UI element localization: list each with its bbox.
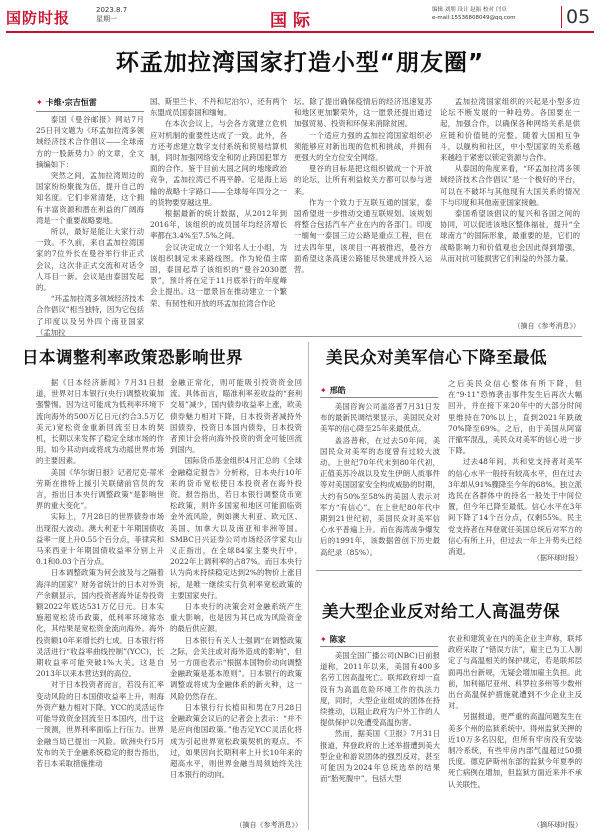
section-divider	[316, 570, 582, 571]
paragraph: 在本次会议上，与会各方就建立危机应对机制的重要性达成了一致。此外，各方还考虑建立数字支付系统和贸易结算机制，同时加强网络安全和防止跨国犯罪方面的合作。鉴于目前大国之间的地缘政治竞争，孟加拉湾已不再平静。它是海上运输的战略十字路口——全球每年四分之一的货物要穿越这里。	[150, 119, 287, 207]
byline-rule	[320, 397, 438, 398]
page-number: 05	[561, 6, 590, 28]
heat-headline: 美大型企业反对给工人高温劳保	[322, 602, 560, 621]
heat-source: （摘环球时报）	[533, 821, 582, 829]
heat-column-2	[448, 633, 582, 820]
paragraph: 美国《华尔街日报》记者尼克·蒂米劳斯在推特上援引关联储前官员的发言，指出日本央行调整政策“是影响世界的重大变化”。	[36, 467, 165, 511]
paragraph: “环孟加拉湾多领域经济技术合作倡议”相当独特，因为它包括了印度以及另外四个南亚国家（孟加拉	[36, 294, 144, 337]
paragraph: 突然之间，孟加拉湾周边的国家纷纷聚拢为伍，提升自己的知名度。它们非常清楚，这个拥有丰富资源和潜在利益的广阔海湾是一个重要战略要地。	[36, 171, 144, 225]
issue-weekday: 星期一	[96, 15, 117, 23]
paragraph: 根据最新的统计数据，从2012年到2016年，该组织的成员国年均经济增长率都在3.4%至7.5%之间。	[150, 209, 287, 241]
paragraph: 日本银行有关人士强调“在调整政策之际，会关注或对海外造成的影响”，但另一方面也表示“根据本国物价动向调整金融政策是基本原则”。日本银行的政策调整或将成为金融体系的新火种，这一风险仍然存在。	[170, 635, 302, 701]
paragraph: 然而，据美国《卫报》7月31日报道，拜登政府的上述举措遭到美大型企业和游说团体的强烈反对，甚至可能因为2024年总统选举的结果而“胎死腹中”。包括大型	[320, 729, 440, 784]
issue-date-block	[96, 6, 127, 24]
editor-credits	[432, 6, 552, 22]
us-military-byline-author: 邢皓	[329, 386, 346, 395]
lead-byline-author: 卡维·宗吉恒雷	[45, 98, 97, 107]
paragraph: 从泰国的角度来看，“环孟加拉湾多领域经济技术合作倡议”是一个极好的平台，可以在不破坏与其他现有大国关系的情况下与印度和其他南亚国家接触。	[440, 164, 580, 207]
heat-byline	[320, 634, 346, 645]
star-icon: ✦	[36, 98, 43, 107]
japan-headline: 日本调整利率政策恐影响世界	[22, 348, 243, 367]
section-divider	[36, 336, 582, 337]
paragraph: 日本调整政策为何会波及与之隔着海洋的国家？财务省统计的日本对外资产余额显示，国内投资者海外证券投资额2022年底达531万亿日元。日本实施超宽松货币政策，低利率环境常态化，其结果是宽松资金流向海外。海外投资额10年来增长约七成。日本银行将灵活进行“收益率曲线控制”(YCC)，长期收益率可能突破1%大关。这是自2013年以来本营达到的高位。	[36, 568, 164, 679]
paragraph: 美国全国广播公司(NBC)日前报道称，2011年以来，美国有400多名劳工因高温死亡。联邦政府却一直没有为高温危险环境工作的执法力度，同时，大型企业组成的团体在持续推动，以阻止政府为户外工作的人提供保护以免遭受高温伤害。	[320, 651, 440, 728]
paragraph: 孟加拉湾国家组织的兴起是小型多边论坛不断发展的一种趋势。各国要在一起，加强合作，以确保各种网络关系是供应链和价值链的完整。随着大国相互争斗，以舰构和社区，中小型国家的关系越来越趋于紧密以锁定资源与合作。	[440, 97, 580, 163]
paragraph: 国、斯里兰卡、不丹和尼泊尔），还有两个东盟成员国泰国和缅甸。	[150, 97, 287, 118]
paragraph: 一个适应力强的孟加拉湾国家组织必须能够应对新出现的危机和挑战，并拥有更强大的全方位安全网络。	[294, 130, 432, 163]
us-military-source: （据环球时报）	[533, 554, 582, 562]
lead-byline	[36, 97, 97, 108]
us-military-column-2	[448, 378, 582, 557]
masthead-rule	[6, 31, 594, 33]
paragraph: 据《日本经济新闻》7月31日报道，世界对日本银行(央行)调整收策加强警惕。因为这可能成为低利率环境下流向海外的500万亿日元(约合3.5万亿美元)宽松资金重新回流至日本的契机，长期以来发挥了稳定全球市场的作用。如今其动向或将成为动摇世界市场的主要因素。	[36, 378, 164, 466]
paragraph: 美国咨询公司盖洛普7月31日发布的最新民调结果显示，美国民众对美军的信心降至25年来最低点。	[320, 402, 440, 434]
lead-column-1	[36, 114, 144, 337]
heat-byline-author: 陈家	[329, 635, 346, 644]
byline-rule	[320, 646, 438, 647]
paragraph: 国际货币基金组织4月汇总的《全球金融稳定报告》分析称，日本央行10年来的货币宽松使日本投资者在海外投资。报告指出，若日本银行调整货币宽松政策，则许多国家和地区可能面临资金外流风险，例如澳大利亚、欧元区、美国、加拿大以及南亚和非洲等国。SMBC日兴证券公司市场经济学家丸山义正指出，在全球84家主要央行中，2022年上调利率的占87%。而日本央行认为尚未持续稳定达到2%的物价上涨目标，是唯一继续实行负利率宽松政策的主要国家央行。	[170, 456, 302, 600]
paragraph: 金融正常化，则可能吸引投资资金回流。具体而言，瞄准利率差收益的“套利交易”减少，国内债券收益率上涨，欧美债券魅力相对下降，日本投资者减持外国债券，投资日本国内债券，日本投资者预计会将向海外投资的资金可能回流到国内。	[170, 378, 302, 455]
paragraph: 盖洛普称，在过去50年间，美国民众对美军的态度曾有过较大波动。上世纪70年代末到80年代初，正值美苏冷战以及发生伊朗人质事件等对美国国家安全构成威胁的时期，大约有50%至58%的美国人表示对军方“有信心”。在上世纪80年代中期到21世纪初，美国民众对美军信心水平普遍上升。而在海湾战争爆发后的1991年，该数据曾创下历史最高纪录（85%）。	[320, 435, 440, 557]
editor-email: e-mail:15536808049@qq.com	[432, 15, 516, 21]
us-military-column-1	[320, 401, 440, 565]
paragraph: 所以，最好是能让大家行动一致。不久前，来自孟加拉湾国家的7位外长在曼谷举行非正式会议，这次非正式交流和对话令人耳目一新。会议是由泰国发起的。	[36, 227, 144, 293]
paragraph: 日本银行行长植田和男在7月28日金融政策会议后的记者会上表示：“并不是应向他国政策。”他否定YCC灵活化将成为引起世界宽松政策契机的观点。不过，如果因向长期利率上升长10年来的超高水平，则世界金融当局须始终关注日本银行的动向。	[170, 702, 302, 780]
newspaper-logo: 国防时报	[6, 9, 71, 27]
paragraph: 过去48年间，共和党支持者对美军的信心水平一般持有较高水平，但在过去3年却从91%骤降至今年的68%。独立派选民在各群体中的持名一般处于中间位置，但今年已降至最低。信心水平在3年间下降了14个百分点，仅剩55%。民主党支持者在拜登就任美国总统后对军方的信心有所上升，但过去一年上升势头已经消退。	[448, 457, 582, 557]
issue-date: 2023.8.7	[96, 6, 128, 14]
paragraph: 日本央行的决策会对金融系统产生重大影响，也是因为其已成为风险资金的最后供应源。	[170, 602, 302, 634]
paragraph: 另据报道，更严重的高温问题发生在美多个州的监狱系统中。得州监狱关押的近10万多名囚犯，但所有牢房没有安装制冷系统，有些牢房内部气温超过50摄氏度。德克萨斯州东部的监狱今年夏季的死亡病例在增加，但监狱方面近来并不承认关联性。	[448, 712, 582, 789]
paragraph: 实际上，7月28日的世界债券市场出现很大波动。澳大利亚十年期国债收益率一度上升0.55个百分点，菲律宾和马来西亚十年期国债收益率分别上升0.1和0.03个百分点。	[36, 512, 164, 567]
lead-column-2	[150, 96, 287, 332]
lead-column-3	[294, 96, 432, 332]
us-military-headline: 美民众对美军信心下降至最低	[326, 348, 547, 367]
heat-column-1	[320, 650, 440, 832]
lead-headline: 环孟加拉湾国家打造小型“朋友圈”	[115, 50, 485, 76]
paragraph: 泰国希望该倡议的复兴和各国之间的协同，可以促进该地区整体福祉，提升“全球南方”的国际形象，最重要的是，它们的战略影响力和价值观也会因此得到增强，从而对抗可能损害它们利益的外部力量。	[440, 209, 580, 263]
us-military-byline	[320, 385, 346, 396]
lead-column-4	[440, 96, 580, 320]
paragraph: 对于日本投资者而言，若没有汇率变动风险的日本国债收益率上升，则海外资产魅力相对下降。YCC的灵活运作可能导致资金回流至日本国内，出于这一预测，世界利率面临上行压力。世界金融当局已提出一风险。欧洲央行5月发布的关于金融系统稳定的报告指出，若日本采取措施推动	[36, 680, 164, 768]
paragraph: 作为一个致力于互联互通的国家，泰国希望进一步推动交通互联规划。该规划将整合包括汽车产业在内的各部门。印度一缅甸一泰国三边公路是重点工程，但在过去四年里，该项目一再被推迟，曼谷方面希望这条高速公路能尽快建成并投入运营。	[294, 197, 432, 275]
paragraph: 农业和建筑业在内的美企业主声称，联邦政府采取了“错误方法”，雇主已为工人制定了与高温相关的保护规定，若是联邦层面再出台新规，无疑会增加雇主负担。此前，加利福尼亚州、科罗拉多州等少数州出台高温保护措施就遭到不少企业主反对。	[448, 634, 582, 711]
japan-column-2	[170, 377, 302, 820]
paragraph: 坛。除了提出确保疫情后的经济迅速复苏和地区更加繁荣外，这一愿景还提出通过加强贸易、投资和环保来消除贫困。	[294, 97, 432, 129]
japan-column-1	[36, 377, 164, 832]
paragraph: 会议决定成立一个知名人士小组，为该组织制定未来路线图。作为轮值主席国，泰国起草了该组织的“曼谷2030愿景”，预计将在定于11月底举行的年度峰会上提出。这一愿景旨在推动建立一个繁荣、有韧性和开放的环孟加拉湾合作论	[150, 242, 287, 308]
column-divider	[308, 342, 309, 830]
japan-source: （摘自《参考消息》）	[235, 821, 302, 829]
section-title: 国际	[270, 11, 316, 31]
paragraph: 之后美民众信心整体有所下降，但在“9·11”恐怖袭击事件发生后再次大幅回升，并在接下来20年中的大部分时间里维持在70%以上，直到2021年跌破70%降至69%。之后，由于美国从阿富汗撤军混乱，美民众对美军的信心进一步下降。	[448, 379, 582, 456]
star-icon: ✦	[320, 635, 327, 644]
star-icon: ✦	[320, 386, 327, 395]
editor-names: 编辑 刘朋 设计 赵振 校对 闫卓	[432, 7, 507, 13]
paragraph: 泰国《曼谷邮报》网站7月25日刊文题为《环孟加拉湾多领域经济技术合作倡议——全球南方的一股新势力》的文章，全文摘编如下：	[36, 115, 144, 169]
byline-rule	[36, 111, 144, 112]
lead-source: （摘自《参考消息》）	[513, 322, 580, 330]
paragraph: 曼谷的目标是把这组织做成一个开放的论坛，让所有利益攸关方都可以参与进来。	[294, 164, 432, 196]
